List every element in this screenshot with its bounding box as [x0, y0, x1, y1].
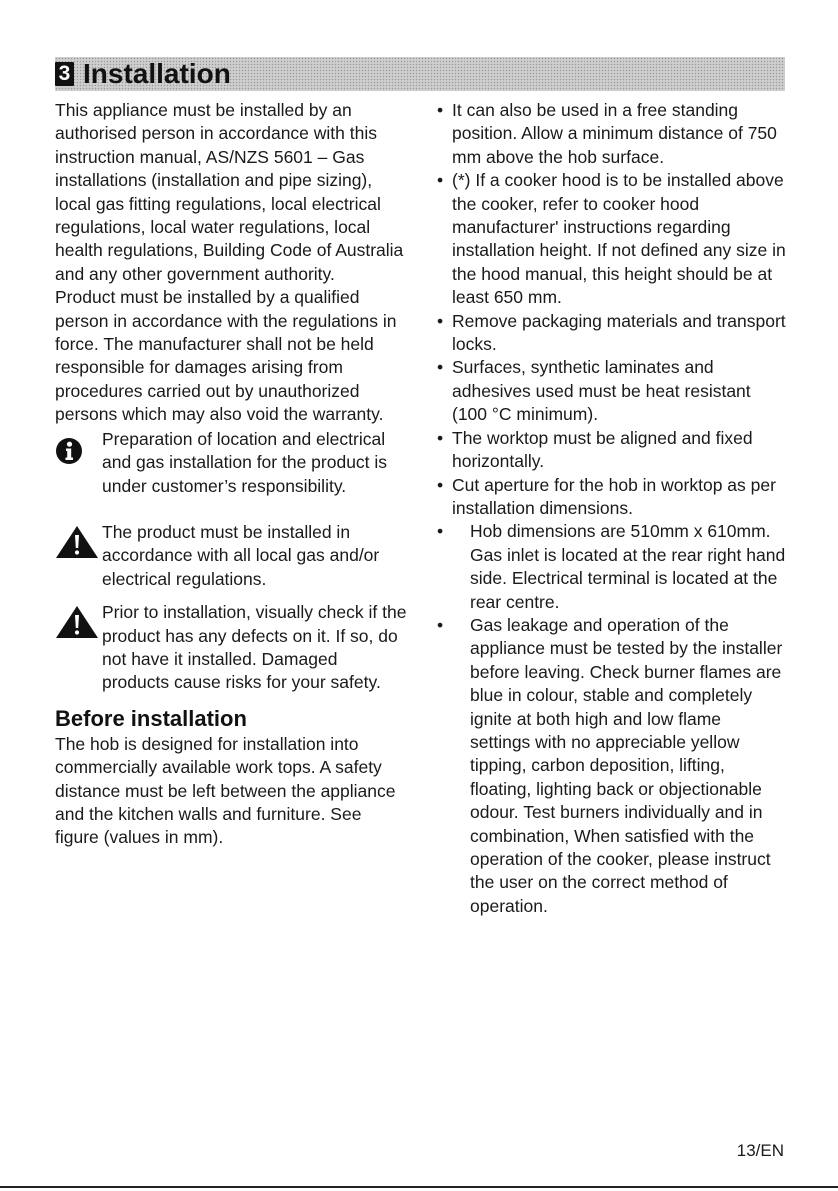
warning-notice	[55, 521, 407, 591]
list-item: • (*) If a cooker hood is to be installed above the cooker, refer to cooker hood manufacturer' instructions regarding installation height. If not defined any size in the hood manual, this height should be at least 650 mm.	[437, 170, 786, 308]
list-item: • The worktop must be aligned and fixed horizontally.	[437, 427, 753, 472]
list-item: • Gas leakage and operation of the appliance must be tested by the installer before leaving. Check burner flames are blue in colour, stable and completely ignite at both high and low flame settings with no appreciable yellow tipping, carbon deposition, lifting, floating, lighting back or objectionable odour. Test burners individually and in combination, When satisfied with the operation of the cooker, please instruct the user on the correct method of operation.	[437, 614, 783, 916]
installation-bullet-list	[434, 99, 786, 918]
bullet-icon: •	[437, 474, 444, 495]
right-column	[434, 99, 786, 918]
list-item: • It can also be used in a free standing position. Allow a minimum distance of 750 mm above the hob surface.	[437, 100, 777, 167]
warning-notice-text: The product must be installed in accordance with all local gas and/or electrical regulations.	[102, 521, 380, 589]
page-number: 13/EN	[736, 1141, 784, 1160]
before-installation-heading: Before installation	[55, 705, 247, 731]
bullet-icon: •	[437, 170, 444, 191]
bullet-icon: •	[437, 427, 444, 448]
left-column	[55, 99, 407, 850]
list-item: • Remove packaging materials and transport locks.	[437, 310, 786, 355]
info-notice	[55, 428, 407, 498]
bullet-icon: •	[437, 357, 444, 378]
before-installation-text: The hob is designed for installation into commercially available work tops. A safety distance must be left between the appliance and the kitchen walls and furniture. See figure (values in mm).	[55, 733, 396, 848]
bullet-icon: •	[437, 614, 444, 635]
warning-notice-text: Prior to installation, visually check if the product has any defects on it. If so, do not have it installed. Damaged products cause risks for your safety.	[102, 602, 407, 693]
chapter-number-badge: 3	[55, 62, 74, 86]
info-icon	[55, 436, 83, 472]
warning-icon	[55, 605, 99, 645]
intro-paragraph: Product must be installed by a qualified person in accordance with the regulations in force. The manufacturer shall not be held responsible for damages arising from procedures carried out by unauthorized persons which may also void the warranty.	[55, 287, 397, 425]
section-header-band	[55, 57, 785, 91]
bullet-icon: •	[437, 310, 444, 331]
warning-icon	[55, 525, 99, 565]
warning-notice	[55, 601, 407, 695]
section-title: Installation	[83, 58, 231, 89]
bullet-icon: •	[437, 100, 444, 120]
list-item: • Surfaces, synthetic laminates and adhesives used must be heat resistant (100 °C minimum).	[437, 357, 751, 425]
info-notice-text: Preparation of location and electrical and gas installation for the product is under customer’s responsibility.	[102, 428, 388, 496]
list-item: • Cut aperture for the hob in worktop as per installation dimensions.	[437, 474, 776, 518]
list-item: • Hob dimensions are 510mm x 610mm. Gas inlet is located at the rear right hand side. Electrical terminal is located at the rear centre.	[437, 521, 786, 612]
footer-divider	[0, 1186, 838, 1188]
bullet-icon: •	[437, 521, 444, 542]
intro-paragraph: This appliance must be installed by an authorised person in accordance with this instruction manual, AS/NZS 5601 – Gas installations (installation and pipe sizing), local gas fitting regulations, local electrical regulations, local water regulations, local health regulations, Building Code of Australia and any other government authority.	[55, 100, 404, 284]
